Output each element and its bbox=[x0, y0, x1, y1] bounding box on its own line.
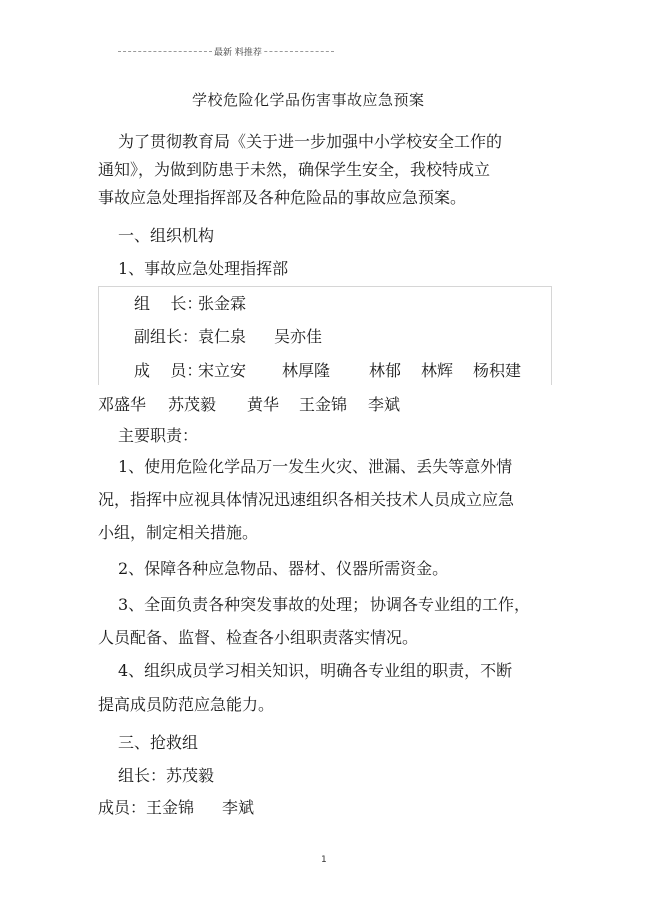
page-number: 1 bbox=[321, 855, 327, 865]
roster-member: 林郁 bbox=[369, 361, 402, 380]
section-3-leader: 组长：苏茂毅 bbox=[118, 766, 215, 785]
duty-2: 2、保障各种应急物品、器材、仪器所需资金。 bbox=[118, 559, 449, 578]
duty-4-line-2: 提高成员防范应急能力。 bbox=[98, 695, 275, 714]
duty-1-line-1: 1、使用危险化学品万一发生火灾、泄漏、丢失等意外情 bbox=[118, 457, 513, 476]
roster-members-label: 成 员： bbox=[134, 361, 203, 380]
section-1-subheading: 1、事故应急处理指挥部 bbox=[118, 259, 289, 278]
duty-3-line-2: 人员配备、监督、检查各小组职责落实情况。 bbox=[98, 628, 419, 647]
duty-3-line-1b: 协调各专业组的工作， bbox=[370, 595, 531, 614]
roster-member: 宋立安 bbox=[198, 361, 247, 380]
roster-member: 林辉 bbox=[421, 361, 454, 380]
roster-member: 杨积建 bbox=[473, 361, 522, 380]
roster-leader-label: 组 长： bbox=[134, 294, 203, 313]
intro-line-2: 通知》，为做到防患于未然，确保学生安全，我校特成立 bbox=[98, 160, 491, 179]
duty-1-line-2: 况，指挥中应视具体情况迅速组织各相关技术人员成立应急 bbox=[98, 490, 515, 509]
duty-3-line-1a: 3、全面负责各种突发事故的处理； bbox=[118, 595, 369, 614]
document-title: 学校危险化学品伤害事故应急预案 bbox=[192, 91, 425, 109]
roster-member: 林厚隆 bbox=[282, 361, 331, 380]
section-3-member: 李斌 bbox=[222, 798, 255, 817]
intro-line-1: 为了贯彻教育局《关于进一步加强中小学校安全工作的 bbox=[118, 132, 503, 151]
section-1-heading: 一、组织机构 bbox=[118, 226, 215, 245]
section-3-members-label: 成员： bbox=[98, 798, 147, 817]
section-3-heading: 三、抢救组 bbox=[118, 733, 199, 752]
header-rule-right bbox=[254, 51, 334, 52]
header-label: 最新 料推荐 bbox=[212, 45, 264, 58]
roster-member: 李斌 bbox=[368, 395, 401, 414]
roster-deputy-label: 副组长： bbox=[134, 327, 199, 346]
roster-deputy-1: 袁仁泉 bbox=[198, 327, 247, 346]
roster-deputy-2: 吴亦佳 bbox=[274, 327, 323, 346]
duties-heading: 主要职责： bbox=[118, 426, 199, 445]
roster-member: 苏茂毅 bbox=[168, 395, 217, 414]
section-3-member: 王金锦 bbox=[146, 798, 195, 817]
intro-line-3: 事故应急处理指挥部及各种危险品的事故应急预案。 bbox=[98, 188, 467, 207]
duty-4-line-1: 4、组织成员学习相关知识，明确各专业组的职责，不断 bbox=[118, 661, 513, 680]
roster-leader-name: 张金霖 bbox=[198, 294, 247, 313]
roster-member: 王金锦 bbox=[299, 395, 348, 414]
roster-member: 黄华 bbox=[247, 395, 280, 414]
header-rule-left bbox=[118, 51, 212, 52]
roster-member: 邓盛华 bbox=[98, 395, 147, 414]
duty-1-line-3: 小组，制定相关措施。 bbox=[98, 523, 259, 542]
